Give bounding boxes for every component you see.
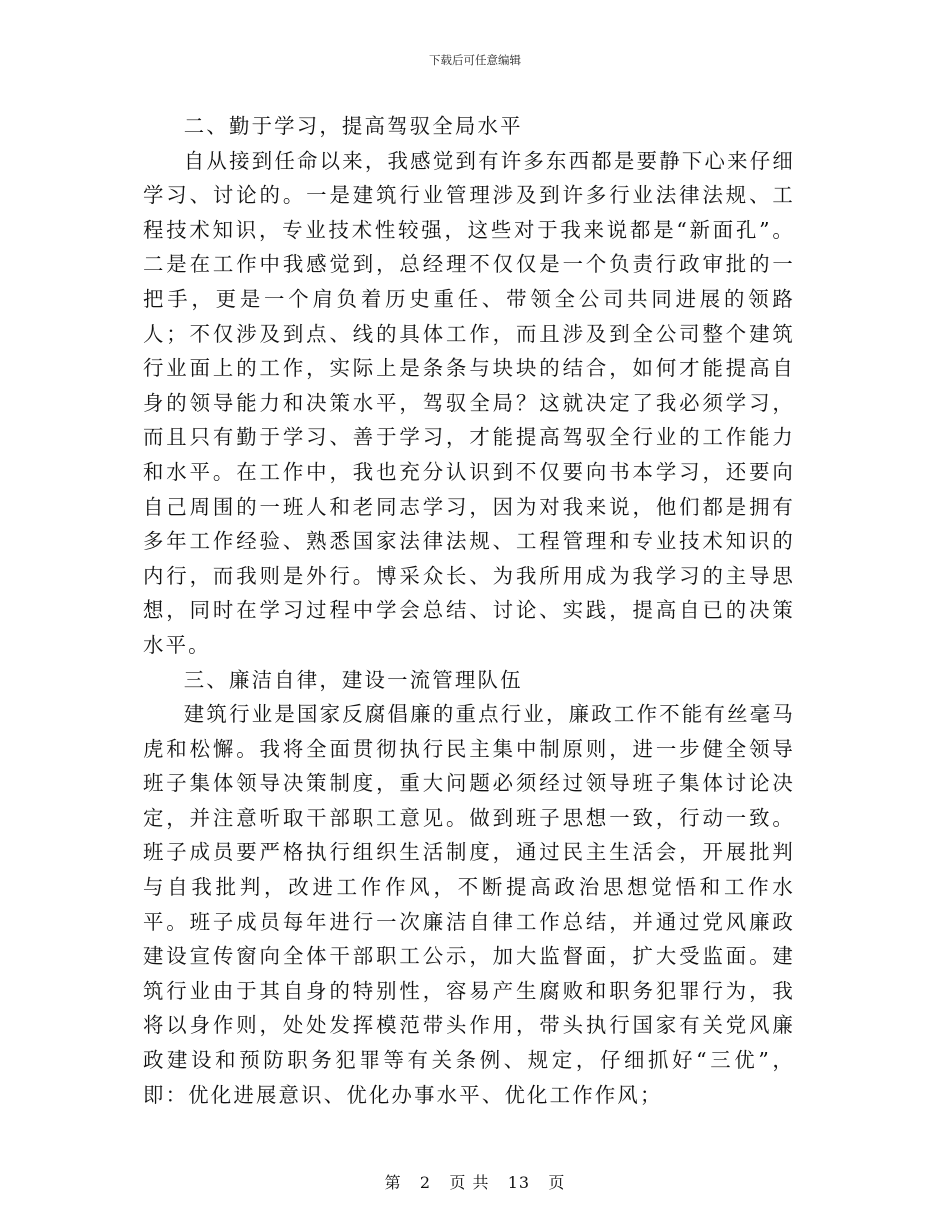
section-3-paragraph: 建筑行业是国家反腐倡廉的重点行业，廉政工作不能有丝毫马虎和松懈。我将全面贯彻执行民主集中制原则，进一步健全领导班子集体领导决策制度，重大问题必须经过领导班子集体讨论决定，并注意听取干部职工意见。做到班子思想一致，行动一致。班子成员要严格执行组织生活制度，通过民主生活会，开展批判与自我批判，改进工作作风，不断提高政治思想觉悟和工作水平。班子成员每年进行一次廉洁自律工作总结，并通过党风廉政建设宣传窗向全体干部职工公示，加大监督面，扩大受监面。建筑行业由于其自身的特别性，容易产生腐败和职务犯罪行为，我将以身作则，处处发挥模范带头作用，带头执行国家有关党风廉政建设和预防职务犯罪等有关条例、规定，仔细抓好“三优”，即：优化进展意识、优化办事水平、优化工作作风； <box>143 702 795 1107</box>
total-pages-number: 13 <box>507 1173 531 1192</box>
section-2-heading: 二、勤于学习，提高驾驭全局水平 <box>183 114 523 138</box>
document-body <box>143 109 795 1112</box>
section-3-heading: 三、廉洁自律，建设一流管理队伍 <box>183 667 523 692</box>
page-header-note: 下载后可任意编辑 <box>429 53 521 67</box>
page-label-prefix: 第 <box>384 1173 402 1192</box>
section-2-paragraph: 自从接到任命以来，我感觉到有许多东西都是要静下心来仔细学习、讨论的。一是建筑行业管理涉及到许多行业法律法规、工程技术知识，专业技术性较强，这些对于我来说都是“新面孔”。二是在工作中我感觉到，总经理不仅仅是一个负责行政审批的一把手，更是一个肩负着历史重任、带领全公司共同进展的领路人；不仅涉及到点、线的具体工作，而且涉及到全公司整个建筑行业面上的工作，实际上是条条与块块的结合，如何才能提高自身的领导能力和决策水平，驾驭全局？这就决定了我必须学习，而且只有勤于学习、善于学习，才能提高驾驭全行业的工作能力和水平。在工作中，我也充分认识到不仅要向书本学习，还要向自己周围的一班人和老同志学习，因为对我来说，他们都是拥有多年工作经验、熟悉国家法律法规、工程管理和专业技术知识的内行，而我则是外行。博采众长、为我所用成为我学习的主导思想，同时在学习过程中学会总结、讨论、实践，提高自已的决策水平。 <box>143 148 795 657</box>
current-page-number: 2 <box>419 1173 432 1192</box>
page-label-mid: 页 共 <box>449 1173 490 1192</box>
page-footer <box>0 1170 950 1193</box>
page-label-suffix: 页 <box>548 1173 566 1192</box>
